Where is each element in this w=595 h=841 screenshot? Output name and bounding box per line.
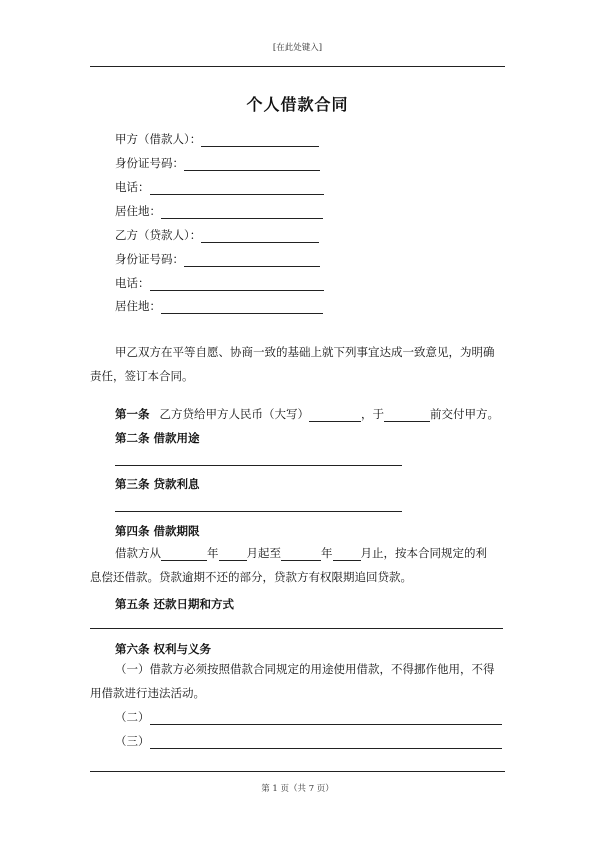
clause-5-head: 第五条 还款日期和方式 bbox=[115, 597, 235, 611]
party-row-borrower-phone bbox=[115, 179, 324, 195]
month-fill-line[interactable] bbox=[219, 548, 247, 561]
month-fill-line[interactable] bbox=[333, 548, 361, 561]
year-fill-line[interactable] bbox=[281, 548, 321, 561]
field-label: 电话： bbox=[115, 276, 150, 290]
party-row-lender-name bbox=[115, 131, 319, 147]
field-label: 身份证号码： bbox=[115, 252, 184, 266]
party-row-lender-id bbox=[115, 251, 320, 267]
field-label: 乙方（贷款人）： bbox=[115, 228, 202, 242]
party-row-lender-phone bbox=[115, 275, 324, 291]
field-label: 电话： bbox=[115, 180, 150, 194]
item-label: （二） bbox=[115, 710, 150, 724]
clause-4-text: 借款方从 bbox=[115, 546, 161, 560]
clause-1-text-c: 前交付甲方。 bbox=[430, 407, 500, 421]
clause-1 bbox=[115, 406, 499, 422]
clause-1-head: 第一条 bbox=[115, 407, 150, 421]
year-label: 年 bbox=[207, 546, 219, 560]
field-label: 甲方（借款人）： bbox=[115, 132, 202, 146]
item-label: （三） bbox=[115, 734, 150, 748]
fill-in-line[interactable] bbox=[201, 134, 319, 147]
header-rule bbox=[90, 66, 505, 67]
year-label: 年 bbox=[321, 546, 333, 560]
party-row-lender bbox=[115, 227, 319, 243]
fill-in-line[interactable] bbox=[184, 254, 320, 267]
clause-2-head: 第二条 借款用途 bbox=[115, 431, 200, 445]
clause-6-item-3 bbox=[115, 733, 502, 749]
party-row-borrower-id bbox=[115, 155, 320, 171]
clause-6-item-1: （一）借款方必须按照借款合同规定的用途使用借款，不得挪作他用，不得用借款进行违法活动。 bbox=[90, 662, 495, 700]
document-title: 个人借款合同 bbox=[246, 95, 349, 114]
clause-1-text-b: ，于 bbox=[361, 407, 385, 421]
amount-fill-line[interactable] bbox=[309, 409, 361, 422]
month-label: 月起至 bbox=[246, 546, 281, 560]
party-row-borrower-address bbox=[115, 203, 323, 219]
clause-5-fill-line[interactable] bbox=[90, 628, 503, 629]
fill-in-line[interactable] bbox=[150, 736, 502, 749]
clause-3-head: 第三条 贷款利息 bbox=[115, 477, 200, 491]
intro-paragraph: 甲乙双方在平等自愿、协商一致的基础上就下列事宜达成一致意见，为明确责任，签订本合同。 bbox=[90, 345, 495, 383]
fill-in-line[interactable] bbox=[150, 182, 324, 195]
field-label: 居住地： bbox=[115, 299, 161, 313]
footer-rule bbox=[90, 771, 505, 772]
fill-in-line[interactable] bbox=[161, 301, 323, 314]
clause-4-text: 月止，按本合同规定的利 bbox=[360, 546, 487, 560]
clause-6-item-2 bbox=[115, 709, 502, 725]
clause-6-head: 第六条 权利与义务 bbox=[115, 642, 212, 656]
date-fill-line[interactable] bbox=[384, 409, 430, 422]
fill-in-line[interactable] bbox=[161, 206, 323, 219]
field-label: 居住地： bbox=[115, 204, 161, 218]
fill-in-line[interactable] bbox=[201, 230, 319, 243]
fill-in-line[interactable] bbox=[150, 278, 324, 291]
page-footer: 第 1 页（共 7 页） bbox=[261, 784, 334, 794]
clause-4-line-2: 息偿还借款。贷款逾期不还的部分，贷款方有权限期追回贷款。 bbox=[90, 570, 412, 584]
party-row-lender-address bbox=[115, 298, 323, 314]
clause-4-line-1 bbox=[115, 545, 487, 561]
fill-in-line[interactable] bbox=[184, 158, 320, 171]
clause-3-fill-line[interactable] bbox=[115, 511, 402, 512]
clause-2-fill-line[interactable] bbox=[115, 465, 402, 466]
field-label: 身份证号码： bbox=[115, 156, 184, 170]
year-fill-line[interactable] bbox=[161, 548, 207, 561]
clause-4-head: 第四条 借款期限 bbox=[115, 524, 200, 538]
clause-1-text-a: 乙方贷给甲方人民币（大写） bbox=[159, 407, 310, 421]
page-header: [在此处键入] bbox=[272, 43, 323, 53]
fill-in-line[interactable] bbox=[150, 712, 502, 725]
